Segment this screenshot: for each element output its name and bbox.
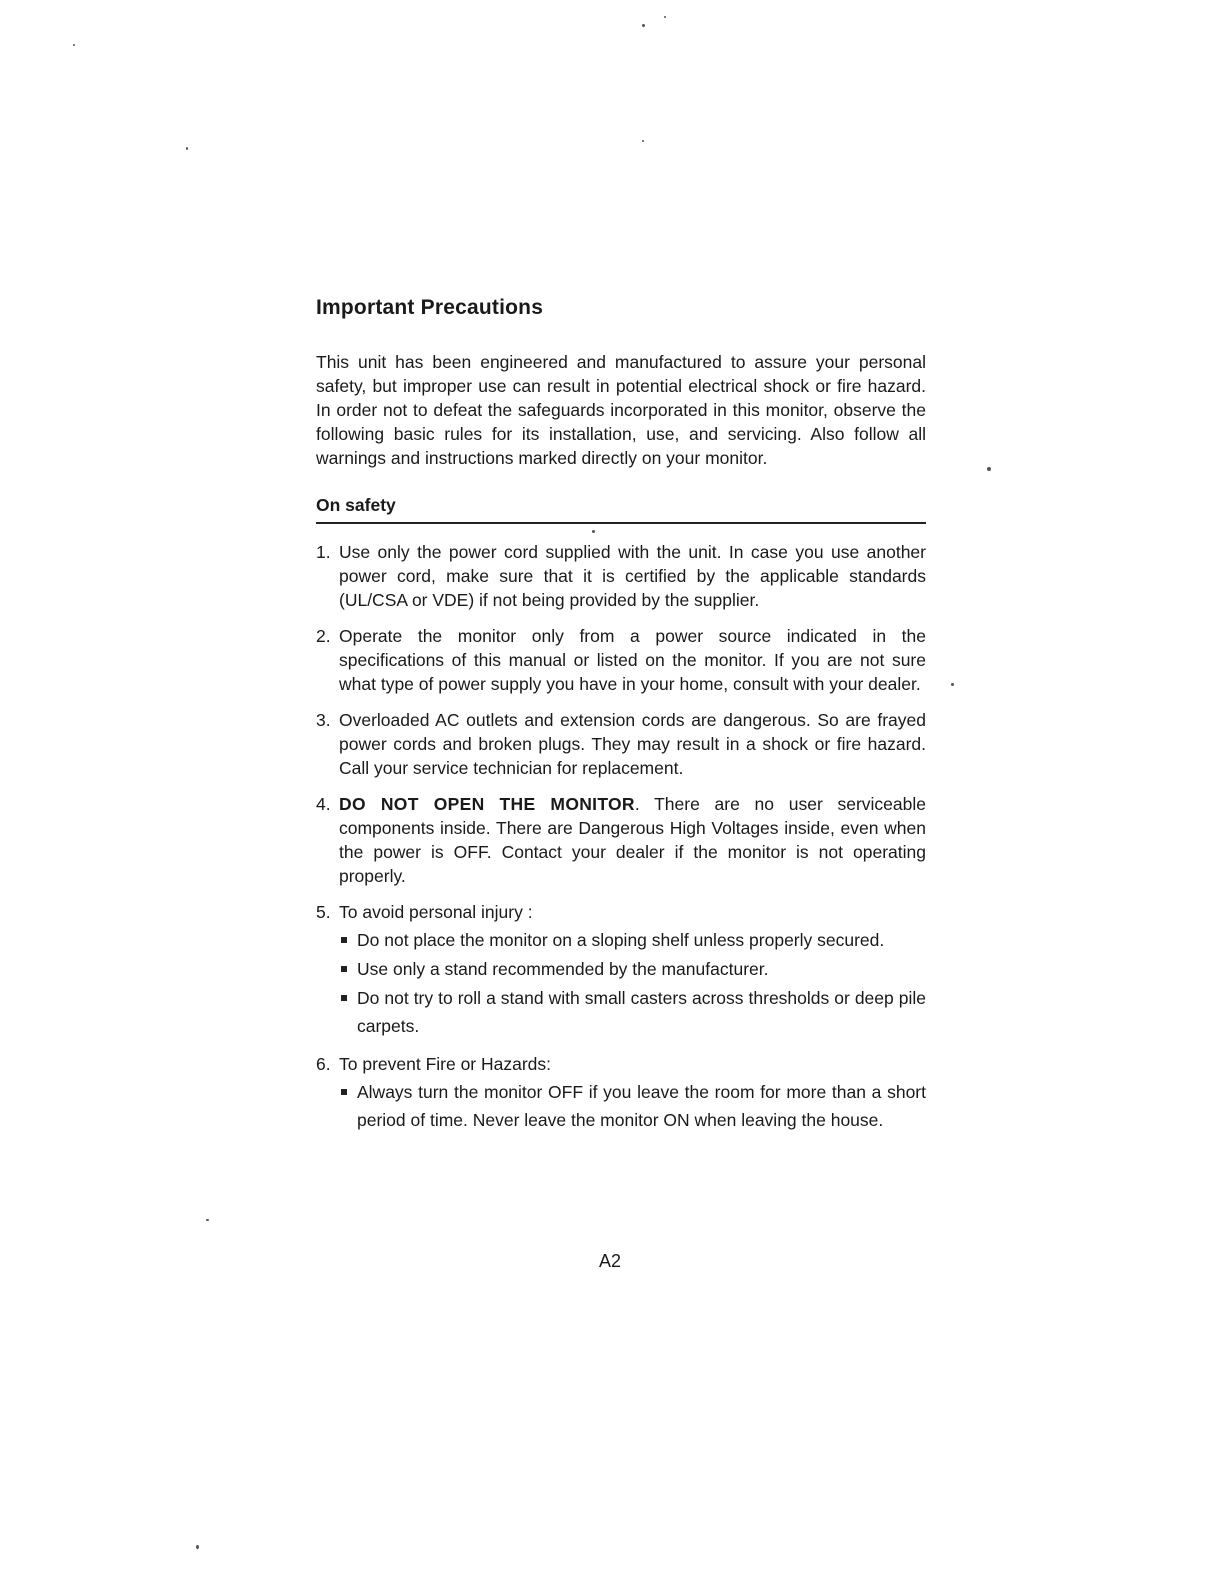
subitem-text: Do not place the monitor on a sloping shelf unless properly secured. [357, 930, 885, 950]
subitem [339, 1078, 926, 1134]
rule-emphasis: DO NOT OPEN THE MONITOR [339, 794, 635, 814]
rule-item-6 [316, 1052, 926, 1134]
rule-number: 6. [316, 1054, 331, 1074]
rule-item-4 [316, 792, 926, 888]
rule-item-2 [316, 624, 926, 696]
rule-item-1 [316, 540, 926, 612]
rule-text: Operate the monitor only from a power source indicated in the specifications of this manual or listed on the monitor. If you are not sure what type of power supply you have in your home, consult with your dealer. [339, 626, 926, 694]
subitem-text: Do not try to roll a stand with small casters across thresholds or deep pile carpets. [357, 988, 926, 1036]
rule-number: 3. [316, 710, 331, 730]
scan-speck [186, 147, 188, 150]
page-number: A2 [598, 1251, 622, 1271]
scan-speck [987, 467, 991, 471]
subitem-text: Use only a stand recommended by the manufacturer. [357, 959, 769, 979]
scan-speck [664, 16, 666, 18]
rule-text: . There are no user serviceable components inside. There are Dangerous High Voltages inside, even when the power is OFF. Contact your dealer if the monitor is not operating properly. [339, 794, 927, 886]
rule-text: Overloaded AC outlets and extension cords are dangerous. So are frayed power cords and broken plugs. They may result in a shock or fire hazard. Call your service technician for replacement. [339, 710, 926, 778]
subitem [339, 955, 926, 983]
intro-paragraph: This unit has been engineered and manufactured to assure your personal safety, but improper use can result in potential electrical shock or fire hazard. In order not to defeat the safeguards incorporated in this monitor, observe the following basic rules for its installation, use, and servicing. Also follow all warnings and instructions marked directly on your monitor. [316, 352, 926, 468]
rule-item-3 [316, 708, 926, 780]
rule-subitems [339, 1078, 926, 1134]
scan-speck [592, 530, 595, 533]
subitem [339, 984, 926, 1040]
scan-speck [73, 44, 75, 46]
document-page [316, 296, 926, 1146]
square-bullet-icon [341, 966, 347, 972]
subitem [339, 926, 926, 954]
rule-text: Use only the power cord supplied with the unit. In case you use another power cord, make sure that it is certified by the applicable standards (UL/CSA or VDE) if not being provided by the supplier. [339, 542, 926, 610]
rule-text: To prevent Fire or Hazards: [339, 1054, 552, 1074]
square-bullet-icon [341, 995, 347, 1001]
scan-speck [642, 24, 645, 27]
rule-number: 1. [316, 542, 331, 562]
rule-number: 5. [316, 902, 331, 922]
rule-text: To avoid personal injury : [339, 902, 533, 922]
square-bullet-icon [341, 937, 347, 943]
section-heading-on-safety: On safety [316, 495, 926, 524]
scan-speck [642, 140, 644, 142]
rule-item-5 [316, 900, 926, 1040]
rule-number: 4. [316, 794, 331, 814]
scan-speck [196, 1545, 199, 1549]
page-title: Important Precautions [316, 296, 544, 319]
scan-speck [206, 1219, 209, 1221]
safety-rules-list [316, 540, 926, 1134]
rule-number: 2. [316, 626, 331, 646]
subitem-text: Always turn the monitor OFF if you leave the room for more than a short period of time. Never leave the monitor ON when leaving the house. [357, 1082, 926, 1130]
rule-subitems [339, 926, 926, 1040]
scan-speck [951, 683, 954, 686]
square-bullet-icon [341, 1089, 347, 1095]
